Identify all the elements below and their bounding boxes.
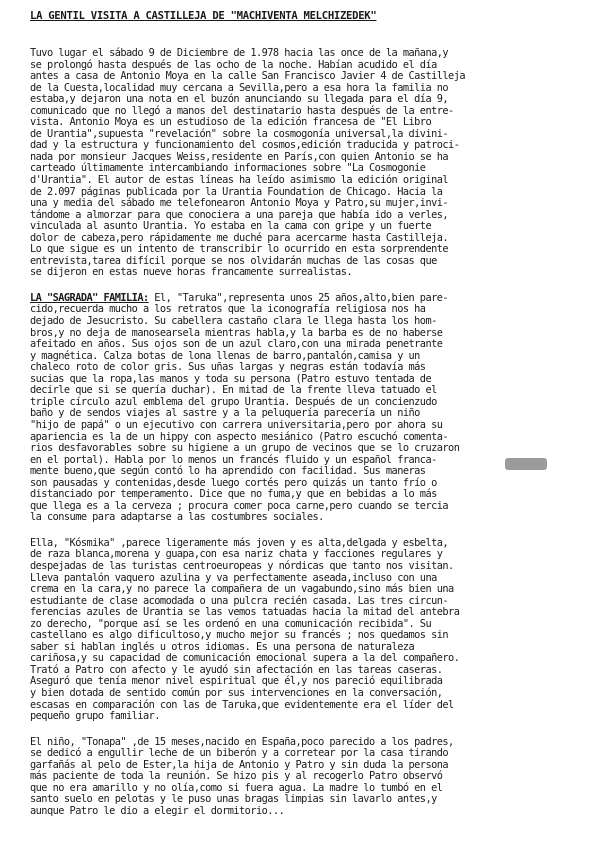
text-line: dad y la estructura y funcionamiento del cosmos,edición traducida y patroci- [30, 139, 460, 152]
text-line: despejadas de las turistas centroeuropeas y nórdicas que tanto nos visitan. [30, 559, 454, 572]
text-line: nada por monsieur Jacques Weiss,residente en París,con quien Antonio se ha [30, 150, 449, 163]
text-line: chaleco roto de color gris. Sus uñas largas y negras están todavía más [30, 361, 426, 374]
text-line: garfañás al pelo de Ester,la hija de Antonio y Patro y sin duda la persona [30, 758, 449, 771]
text-line: más paciente de toda la reunión. Se hizo pis y al recogerlo Patro observó [30, 770, 443, 783]
text-line: se prolongó hasta después de las ocho de la noche. Habían acudido el día [30, 58, 437, 71]
text-line: Tuvo lugar el sábado 9 de Diciembre de 1.978 hacia las once de la mañana,y [30, 47, 449, 59]
paragraph-kosmika [30, 538, 590, 723]
text-line: Ella, "Kósmika" ,parece ligeramente más joven y es alta,delgada y esbelta, [30, 536, 449, 549]
text-line: afeitado en años. Sus ojos son de un azul claro,con una mirada penetrante [30, 338, 443, 351]
text-line: saber si hablan inglés u otros idiomas. Es una persona de naturaleza [30, 640, 415, 653]
paragraph-sagrada-familia [30, 293, 590, 524]
text-line: estaba,y dejaron una nota en el buzón anunciando su llegada para el día 9, [30, 93, 449, 106]
text-line: una y media del sábado me telefonearon Antonio Moya y Patro,su mujer,invi- [30, 197, 449, 210]
text-line: vista. Antonio Moya es un estudioso de la edición francesa de "El Libro [30, 116, 432, 129]
text-line: baño y de sendos viajes al sastre y a la peluquería parecería un niño [30, 407, 420, 420]
text-line: se dijeron en estas nueve horas francamente surrealistas. [30, 266, 353, 279]
text-line: d'Urantia". El autor de estas líneas ha leído asimismo la edición original [30, 174, 449, 187]
text-line: castellano es algo dificultoso,y mucho mejor su francés ; nos quedamos sin [30, 629, 449, 642]
text-line: entrevista,tarea difícil porque se nos olvidarán muchas de las cosas que [30, 254, 437, 267]
text-line: "hijo de papá" o un ejecutivo con carrera universitaria,pero por ahora su [30, 418, 443, 431]
text-line: cido,recuerda mucho a los retratos que la iconografía religiosa nos ha [30, 303, 426, 316]
text-line: mente bueno,que según contó lo ha aprendido con facilidad. Sus maneras [30, 465, 426, 478]
text-line: Lleva pantalón vaquero azulina y va perfectamente aseada,incluso con una [30, 571, 437, 584]
text-line: aunque Patro le dio a elegir el dormitorio... [30, 804, 285, 817]
paragraph-tonapa [30, 737, 590, 818]
text-line: de raza blanca,morena y guapa,con esa nariz chata y facciones regulares y [30, 548, 443, 561]
text-line: tándome a almorzar para que conociera a una pareja que había ido a verles, [30, 208, 449, 221]
text-line: que llega es a la cerveza ; procura comer poca carne,pero cuando se tercia [30, 499, 449, 512]
text-line: rios desfavorables sobre su higiene a un grupo de vecinos que se lo cruzaron [30, 442, 460, 455]
ink-smudge [505, 458, 547, 470]
text-line: y bien dotada de sentido común por sus intervenciones en la conversación, [30, 686, 443, 699]
text-line: Aseguró que tenía menor nivel espiritual que él,y nos pareció equilibrada [30, 675, 443, 688]
text-line: distanciado por temperamento. Dice que no fuma,y que en bebidas a lo más [30, 488, 437, 501]
text-line: bros,y no deja de manosearsela mientras habla,y la barba es de no haberse [30, 326, 443, 339]
text-line: pequeño grupo familiar. [30, 710, 160, 723]
text-line: dejado de Jesucristo. Su cabellera castaño clara le llega hasta los hom- [30, 315, 437, 328]
text-line: ferencias azules de Urantia se las vemos tatuadas hacia la mitad del antebra [30, 606, 460, 619]
text-line: El niño, "Tonapa" ,de 15 meses,nacido en España,poco parecido a los padres, [30, 735, 454, 748]
text-line: decirle que si se quería duchar). En mitad de la frente lleva tatuado el [30, 384, 437, 397]
text-line: estudiante de clase acomodada o una pulcra recién casada. Las tres circun- [30, 594, 449, 607]
paragraph-intro [30, 48, 590, 279]
text-line: vinculada al asunto Urantia. Yo estaba en la cama con gripe y un fuerte [30, 220, 432, 233]
text-line-rest: El, "Taruka",representa unos 25 años,alto,bien pare- [148, 291, 449, 304]
text-line: la consume para adaptarse a las costumbres sociales. [30, 511, 324, 524]
text-line: dolor de cabeza,pero rápidamente me duché para acercarme hasta Castilleja. [30, 231, 449, 244]
text-line: son pausadas y contenidas,desde luego cortés pero quizás un tanto frío o [30, 476, 437, 489]
text-line: de Urantia",supuesta "revelación" sobre la cosmogonía universal,la divini- [30, 127, 449, 140]
text-line: escasas en comparación con las de Taruka,que evidentemente era el líder del [30, 698, 454, 711]
text-line: crema en la cara,y no parece la compañera de un vagabundo,sino más bien una [30, 583, 454, 596]
text-line: cariñosa,y su capacidad de comunicación emocional supera a la del compañero. [30, 652, 460, 665]
text-line: de 2.097 páginas publicada por la Urantia Foundation de Chicago. Hacia la [30, 185, 443, 198]
document-title: LA GENTIL VISITA A CASTILLEJA DE "MACHIVENTA MELCHIZEDEK" [30, 10, 377, 22]
text-line: Trató a Patro con afecto y le ayudó sin afectación en las tareas caseras. [30, 663, 443, 676]
text-line: Lo que sigue es un intento de transcribir lo ocurrido en esta sorprendente [30, 243, 449, 256]
text-line: sucias que la ropa,las manos y toda su persona (Patro estuvo tentada de [30, 372, 432, 385]
text-line: comunicado que no llegó a manos del destinatario hasta después de la entre- [30, 104, 454, 117]
text-line: carteado últimamente intercambiando informaciones sobre "La Cosmogonie [30, 162, 426, 175]
section-heading: LA "SAGRADA" FAMILIA: [30, 291, 149, 304]
text-line: que no era amarillo y no olía,como si fuera agua. La madre lo tumbó en el [30, 781, 443, 794]
text-line: antes a casa de Antonio Moya en la calle San Francisco Javier 4 de Castilleja [30, 70, 465, 83]
text-line: triple círculo azul emblema del grupo Urantia. Después de un concienzudo [30, 395, 437, 408]
text-line: y magnética. Calza botas de lona llenas de barro,pantalón,camisa y un [30, 349, 420, 362]
text-line: se dedicó a engullir leche de un biberón y a corretear por la casa tirando [30, 747, 449, 760]
text-line: de la Cuesta,localidad muy cercana a Sevilla,pero a esa hora la familia no [30, 81, 449, 94]
text-line: en el portal). Habla por lo menos un francés fluido y un español franca- [30, 453, 437, 466]
text-line: santo suelo en pelotas y le puso unas bragas limpias sin lavarlo antes,y [30, 793, 437, 806]
text-line: apariencia es la de un hippy con aspecto mesiánico (Patro escuchó comenta- [30, 430, 449, 443]
text-line: zo derecho, "porque así se les ordenó en una comunicación recibida". Su [30, 617, 432, 630]
